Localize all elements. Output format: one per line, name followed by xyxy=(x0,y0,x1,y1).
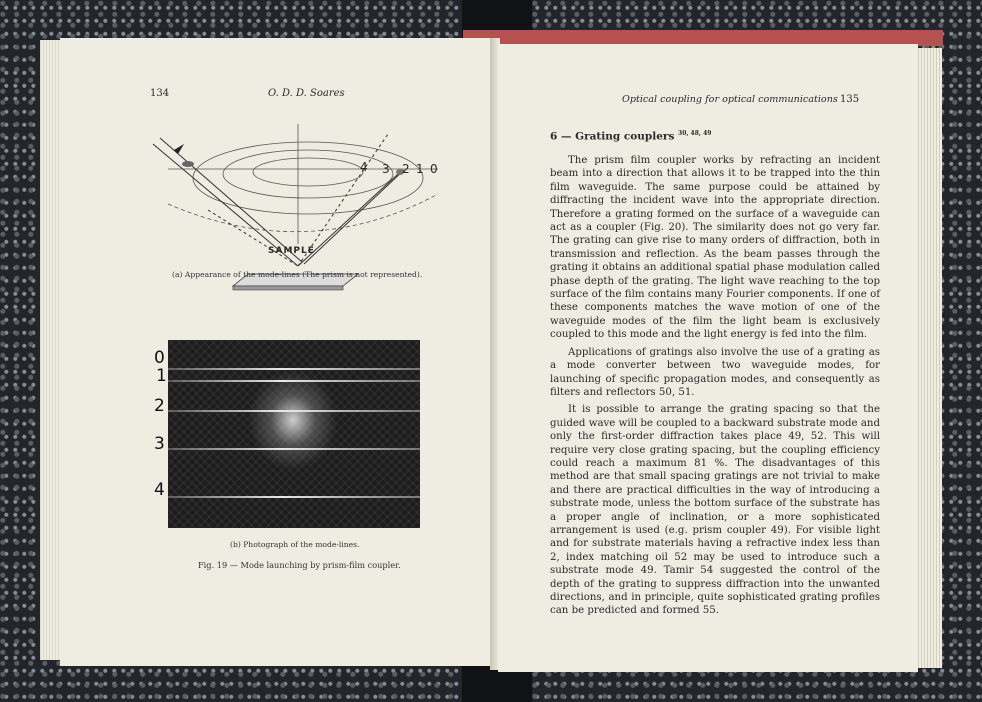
caption-b: (b) Photograph of the mode-lines. xyxy=(230,540,360,549)
mode-number-2: 2 xyxy=(402,162,410,176)
running-head-left: O. D. D. Soares xyxy=(268,88,345,99)
section-title-text: 6 — Grating couplers xyxy=(550,130,675,143)
body-text xyxy=(550,154,880,622)
paragraph: Applications of gratings also involve the use of a grating as a mode converter between two waveguide modes, for launching of specific propagation modes, and consequently as filters and reflectors 50, 51. xyxy=(550,346,880,398)
mode-lines-photo xyxy=(168,340,420,528)
page-number-right: 135 xyxy=(840,94,860,105)
left-page xyxy=(60,38,492,666)
mode-line xyxy=(168,448,420,450)
page-stack-right xyxy=(916,48,942,668)
mode-line xyxy=(168,380,420,382)
photo-label-3: 3 xyxy=(154,434,165,454)
mode-number-3: 3 xyxy=(382,162,390,176)
caption-a: (a) Appearance of the mode-lines (The prism is not represented). xyxy=(172,270,423,279)
mode-number-1: 1 xyxy=(416,162,424,176)
mode-line xyxy=(168,410,420,412)
paragraph: It is possible to arrange the grating spacing so that the guided wave will be coupled to a backward substrate mode and only the first-order diffraction takes place 49, 52. This will require very close grating spacing, but the coupling efficiency could reach a maximum 81 %. The disadvantages of this method are that small spacing gratings are not trivial to make and there are practical difficulties in the way of introducing a substrate mode, unless the bottom surface of the substrate has a proper angle of inclination, or a more sophisticated arrangement is used (e.g. prism coupler 49). For visible light and for substrate materials having a refractive index less than 2, index matching oil 52 may be used to introduce such a substrate mode 49. Tamir 54 suggested the control of the depth of the grating to suppress diffraction into the unwanted directions, and in principle, quite sophisticated grating profiles can be predicted and formed 55. xyxy=(550,404,880,617)
photo-label-0: 0 xyxy=(154,348,165,368)
mode-line xyxy=(168,496,420,498)
section-title xyxy=(550,130,711,143)
page-number-left: 134 xyxy=(150,88,170,99)
photo-label-1: 1 xyxy=(156,366,167,386)
mode-line xyxy=(168,368,420,370)
running-head-right: Optical coupling for optical communications xyxy=(622,94,838,105)
section-refs: 30, 48, 49 xyxy=(678,130,712,137)
figure-caption: Fig. 19 — Mode launching by prism-film coupler. xyxy=(198,560,401,570)
photo-label-2: 2 xyxy=(154,396,165,416)
mode-number-0: 0 xyxy=(430,162,438,176)
sample-label: SAMPLE xyxy=(268,246,315,256)
right-page xyxy=(498,44,918,672)
page-stack-left xyxy=(40,40,62,660)
paragraph: The prism film coupler works by refracting an incident beam into a direction that allows it to be trapped into the thin film waveguide. The same purpose could be attained by diffracting the incident wave into the appropriate direction. Therefore a grating formed on the surface of a waveguide can act as a coupler (Fig. 20). The similarity does not go very far. The grating can give rise to many orders of diffraction, both in transmission and reflection. As the beam passes through the grating it obtains an additional spatial phase modulation called phase depth of the grating. The light wave reaching to the top surface of the film contains many Fourier components. If one of these components matches the wave motion of one of the waveguide modes of the film the light beam is exclusively coupled to this mode and the light energy is fed into the film. xyxy=(550,155,880,341)
photo-label-4: 4 xyxy=(154,480,165,500)
mode-number-4: 4 xyxy=(360,160,368,174)
